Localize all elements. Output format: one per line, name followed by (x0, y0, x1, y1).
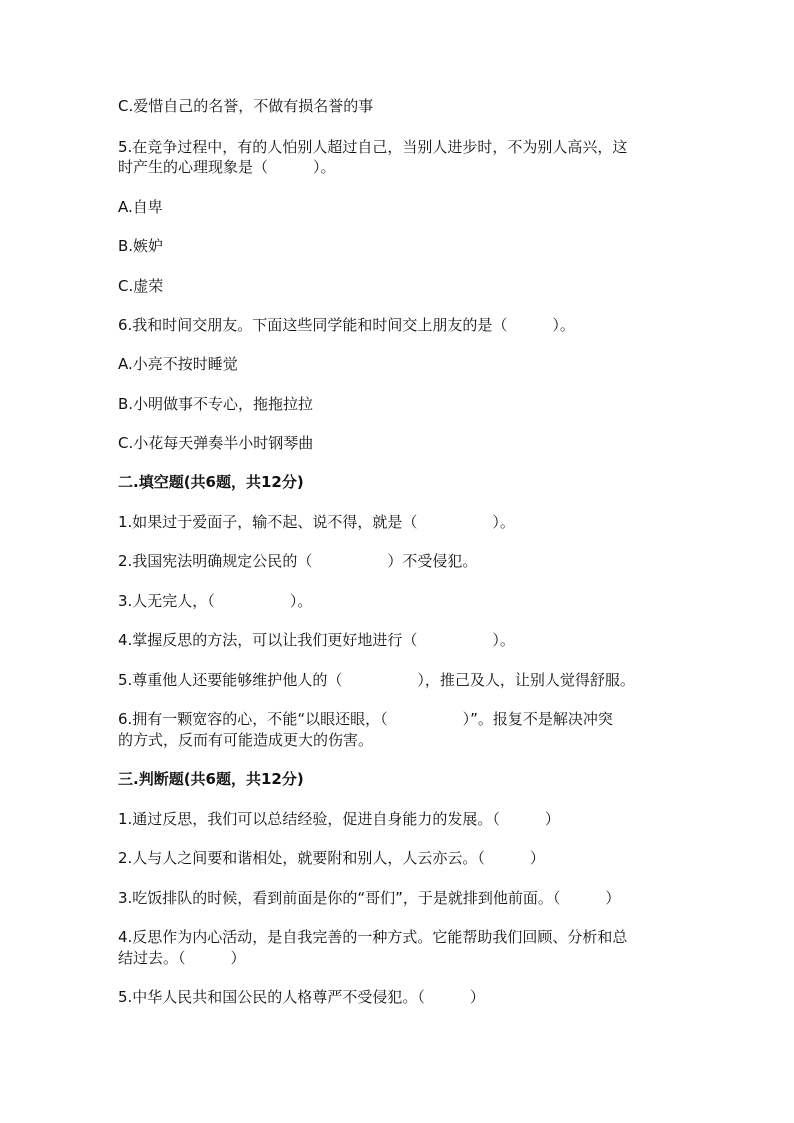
judge-question-1: 1.通过反思，我们可以总结经验，促进自身能力的发展。（ ） (118, 810, 560, 828)
judge-question-5: 5.中华人民共和国公民的人格尊严不受侵犯。（ ） (118, 988, 485, 1006)
section-3-heading: 三.判断题(共6题，共12分) (118, 770, 304, 788)
fill-question-6-line-1: 6.拥有一颗宽容的心，不能“以眼还眼，（ ）”。报复不是解决冲突 (118, 710, 613, 728)
fill-question-2: 2.我国宪法明确规定公民的（ ）不受侵犯。 (118, 552, 478, 570)
question-6-stem: 6.我和时间交朋友。下面这些同学能和时间交上朋友的是（ ）。 (118, 316, 575, 334)
judge-question-4-line-2: 结过去。（ ） (118, 949, 246, 967)
judge-question-4-line-1: 4.反思作为内心活动，是自我完善的一种方式。它能帮助我们回顾、分析和总 (118, 928, 628, 946)
judge-question-3: 3.吃饭排队的时候，看到前面是你的“哥们”，于是就排到他前面。（ ） (118, 889, 621, 907)
fill-question-1: 1.如果过于爱面子，输不起、说不得，就是（ ）。 (118, 513, 515, 531)
section-2-heading: 二.填空题(共6题，共12分) (118, 473, 304, 491)
question-6-option-c: C.小花每天弹奏半小时钢琴曲 (118, 434, 314, 452)
question-5-option-a: A.自卑 (118, 198, 163, 216)
fill-question-3: 3.人无完人，（ ）。 (118, 592, 313, 610)
question-5-option-b: B.嫉妒 (118, 237, 164, 255)
fill-question-4: 4.掌握反思的方法，可以让我们更好地进行（ ）。 (118, 631, 515, 649)
fill-question-6-line-2: 的方式，反而有可能造成更大的伤害。 (118, 731, 374, 749)
judge-question-2: 2.人与人之间要和谐相处，就要附和别人，人云亦云。（ ） (118, 849, 545, 867)
question-5-option-c: C.虚荣 (118, 277, 164, 295)
fill-question-5: 5.尊重他人还要能够维护他人的（ ），推己及人，让别人觉得舒服。 (118, 671, 635, 689)
question-5-stem-line-1: 5.在竞争过程中，有的人怕别人超过自己，当别人进步时，不为别人高兴，这 (118, 138, 628, 156)
question-5-stem-line-2: 时产生的心理现象是（ ）。 (118, 158, 336, 176)
question-4-option-c: C.爱惜自己的名誉，不做有损名誉的事 (118, 97, 374, 115)
question-6-option-b: B.小明做事不专心，拖拖拉拉 (118, 395, 314, 413)
question-6-option-a: A.小亮不按时睡觉 (118, 355, 238, 373)
